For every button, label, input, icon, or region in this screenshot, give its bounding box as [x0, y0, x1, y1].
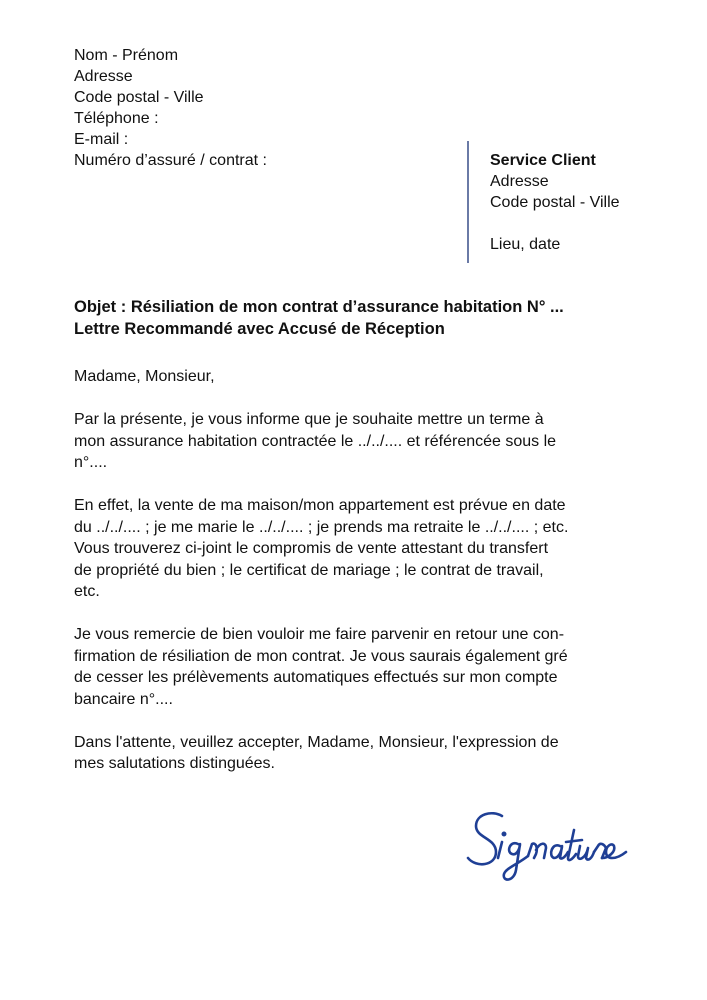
- subject-line: Objet : Résiliation de mon contrat d’assurance habitation N° ...: [74, 298, 564, 316]
- recipient-block: [490, 150, 620, 255]
- paragraph-line: bancaire n°....: [74, 690, 173, 708]
- paragraph-line: Par la présente, je vous informe que je souhaite mettre un terme à: [74, 411, 544, 428]
- recipient-city: Code postal - Ville: [490, 194, 620, 211]
- paragraph-line: du ../../.... ; je me marie le ../../.... ; je prends ma retraite le ../../.... ; etc.: [74, 518, 569, 536]
- paragraph-reasons: [74, 495, 654, 603]
- paragraph-intro: [74, 409, 654, 474]
- paragraph-closing: [74, 732, 654, 775]
- paragraph-line: de cesser les prélèvements automatiques effectués sur mon compte: [74, 669, 558, 686]
- recipient-name: Service Client: [490, 152, 596, 169]
- paragraph-line: mon assurance habitation contractée le ../../.... et référencée sous le: [74, 432, 557, 450]
- subject-block: [74, 296, 564, 340]
- recipient-spacer: [490, 213, 620, 234]
- paragraph-line: n°....: [74, 454, 108, 471]
- sender-name: Nom - Prénom: [74, 47, 179, 64]
- paragraph-line: Je vous remercie de bien vouloir me faire parvenir en retour une con-: [74, 626, 565, 643]
- recipient-divider: [467, 141, 469, 263]
- sender-block: [74, 45, 267, 171]
- paragraph-line: firmation de résiliation de mon contrat. Je vous saurais également gré: [74, 647, 568, 665]
- salutation: [74, 366, 654, 388]
- recipient-address: Adresse: [490, 173, 549, 190]
- paragraph-line: Dans l'attente, veuillez accepter, Madame, Monsieur, l'expression de: [74, 733, 559, 751]
- registered-mail-line: Lettre Recommandé avec Accusé de Réception: [74, 320, 445, 338]
- paragraph-line: mes salutations distinguées.: [74, 755, 275, 772]
- paragraph-line: En effet, la vente de ma maison/mon appartement est prévue en date: [74, 497, 566, 514]
- paragraph-line: etc.: [74, 583, 100, 600]
- letter-body: [74, 366, 654, 796]
- place-date: Lieu, date: [490, 236, 561, 253]
- sender-contract-number: Numéro d’assuré / contrat :: [74, 152, 267, 169]
- paragraph-request: [74, 624, 654, 710]
- sender-phone: Téléphone :: [74, 110, 159, 127]
- sender-city: Code postal - Ville: [74, 89, 204, 106]
- sender-address: Adresse: [74, 68, 133, 85]
- paragraph-line: Vous trouverez ci-joint le compromis de vente attestant du transfert: [74, 540, 549, 557]
- sender-email: E-mail :: [74, 131, 129, 148]
- paragraph-line: de propriété du bien ; le certificat de mariage ; le contrat de travail,: [74, 561, 544, 579]
- handwritten-signature: [462, 808, 637, 888]
- salutation-text: Madame, Monsieur,: [74, 368, 215, 385]
